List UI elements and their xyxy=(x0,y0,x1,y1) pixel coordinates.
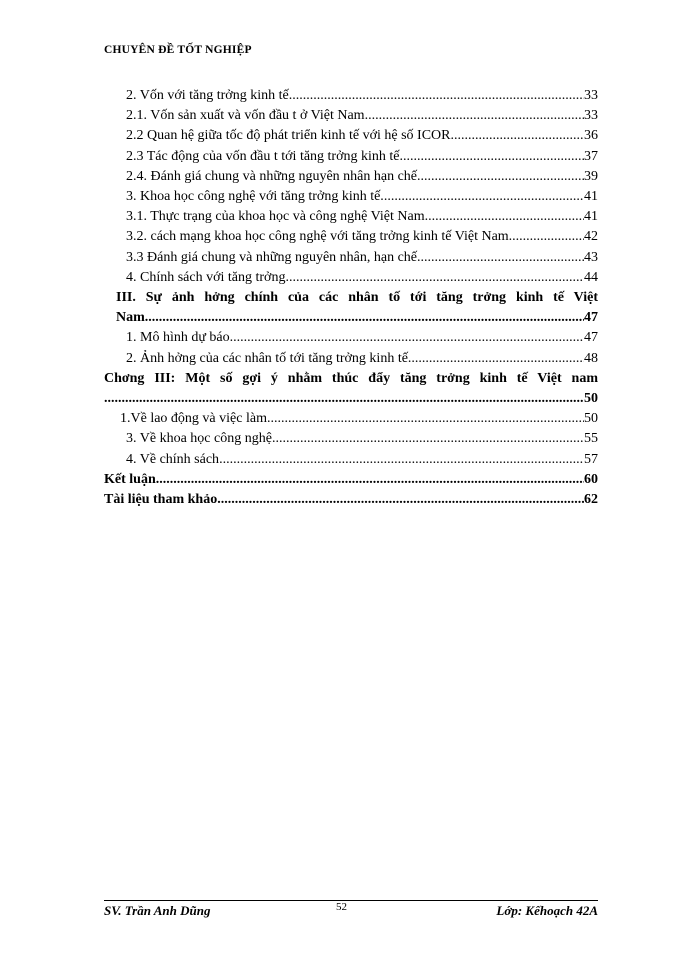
toc-dot-leader xyxy=(365,106,584,126)
toc-entry-label: 2. Ảnh hởng của các nhân tố tới tăng trởng kinh tế xyxy=(126,350,408,366)
toc-entry-label: 1.Về lao động và việc làm xyxy=(120,411,267,427)
toc-entry-label: III. Sự ảnh hởng chính của các nhân tố tới tăng trởng kinh tế Việt xyxy=(116,290,598,306)
toc-dot-leader xyxy=(428,207,584,227)
footer-divider xyxy=(104,900,598,901)
toc-page-number: 62 xyxy=(584,492,598,508)
toc-entry-label: 2.2 Quan hệ giữa tốc độ phát triển kinh tế với hệ số ICOR xyxy=(126,128,451,144)
toc-dot-leader xyxy=(384,187,584,207)
toc-dot-leader xyxy=(230,328,584,348)
toc-dot-leader xyxy=(400,147,585,167)
toc-dot-leader xyxy=(417,248,584,268)
toc-page-number: 37 xyxy=(584,148,598,164)
toc-dot-leader xyxy=(292,86,584,106)
toc-entry[interactable] xyxy=(104,389,598,409)
toc-page-number: 42 xyxy=(584,229,598,245)
toc-entry[interactable] xyxy=(104,167,598,187)
page-header: CHUYÊN ĐỀ TỐT NGHIỆP xyxy=(104,44,252,56)
toc-entry[interactable] xyxy=(104,308,598,328)
toc-entry[interactable] xyxy=(104,429,598,449)
toc-entry[interactable] xyxy=(104,126,598,146)
toc-entry[interactable] xyxy=(104,248,598,268)
toc-dot-leader xyxy=(421,167,584,187)
toc-entry[interactable] xyxy=(104,409,598,429)
toc-dot-leader xyxy=(217,490,584,510)
footer-class: Lớp: Kếhoạch 42A xyxy=(496,903,598,918)
toc-entry-line xyxy=(104,369,598,389)
toc-entry-label: 3. Khoa học công nghệ với tăng trởng kinh tế. xyxy=(126,189,384,205)
toc-entry-label: Kết luận xyxy=(104,471,156,487)
toc-entry[interactable] xyxy=(104,207,598,227)
toc-dot-leader xyxy=(408,349,584,369)
toc-entry-label: Tài liệu tham khảo xyxy=(104,492,218,508)
toc-page-number: 47 xyxy=(584,310,598,326)
toc-dot-leader xyxy=(285,268,584,288)
toc-page-number: 50 xyxy=(584,391,598,407)
toc-page-number: 33 xyxy=(584,88,598,103)
toc-page-number: 55 xyxy=(584,431,598,447)
table-of-contents xyxy=(104,86,598,510)
toc-dot-leader xyxy=(219,450,584,470)
toc-dot-leader xyxy=(512,227,584,247)
toc-dot-leader xyxy=(104,389,584,409)
toc-entry[interactable] xyxy=(104,147,598,167)
toc-page-number: 41 xyxy=(584,209,598,225)
toc-entry-label: 4. Chính sách với tăng trởng xyxy=(126,269,286,285)
toc-page-number: 44 xyxy=(584,269,598,285)
toc-page-number: 60 xyxy=(584,471,598,487)
toc-entry[interactable] xyxy=(104,106,598,126)
toc-entry-label: 1. Mô hình dự báo xyxy=(126,330,230,346)
toc-entry-label: 3. Về khoa học công nghệ xyxy=(126,431,272,447)
toc-entry-label: 4. Về chính sách xyxy=(126,451,220,467)
toc-entry[interactable] xyxy=(104,268,598,288)
toc-entry-label: 3.1. Thực trạng của khoa học và công nghệ Việt Nam. xyxy=(126,209,429,225)
toc-entry-label: 2.4. Đánh giá chung và những nguyên nhân hạn chế. xyxy=(126,168,421,184)
toc-entry-label: 2.3 Tác động của vốn đầu t tới tăng trởng kinh tế xyxy=(126,148,400,164)
toc-page-number: 43 xyxy=(584,249,598,265)
toc-entry[interactable] xyxy=(104,328,598,348)
toc-dot-leader xyxy=(267,409,584,429)
toc-entry[interactable] xyxy=(104,450,598,470)
toc-page-number: 50 xyxy=(584,411,598,427)
toc-dot-leader xyxy=(451,126,585,146)
toc-page-number: 48 xyxy=(584,350,598,366)
footer-page-number: 52 xyxy=(336,901,347,913)
toc-page-number: 47 xyxy=(584,330,598,346)
toc-dot-leader xyxy=(156,470,584,490)
footer-author: SV. Trần Anh Dũng xyxy=(104,903,211,918)
toc-entry-label-continued: Nam xyxy=(116,310,145,326)
toc-entry-label: 2.1. Vốn sản xuất và vốn đầu t ở Việt Nam xyxy=(126,108,365,124)
toc-page-number: 33 xyxy=(584,108,598,124)
toc-entry-label: Chơng III: Một số gợi ý nhằm thúc đẩy tăng trởng kinh tế Việt nam xyxy=(104,370,598,386)
toc-dot-leader xyxy=(272,429,584,449)
toc-dot-leader xyxy=(145,308,584,328)
toc-entry[interactable] xyxy=(104,490,598,510)
toc-entry[interactable] xyxy=(104,187,598,207)
toc-entry-label: 3.3 Đánh giá chung và những nguyên nhân, hạn chế xyxy=(126,249,418,265)
toc-entry[interactable] xyxy=(104,86,598,106)
toc-entry-line xyxy=(104,288,598,308)
toc-page-number: 57 xyxy=(584,451,598,467)
toc-entry[interactable] xyxy=(104,470,598,490)
toc-entry-label: 2. Vốn với tăng trởng kinh tế. xyxy=(126,88,293,103)
toc-entry[interactable] xyxy=(104,349,598,369)
toc-entry[interactable] xyxy=(104,227,598,247)
toc-page-number: 36 xyxy=(584,128,598,144)
toc-page-number: 39 xyxy=(584,168,598,184)
toc-page-number: 41 xyxy=(584,189,598,205)
toc-entry-label: 3.2. cách mạng khoa học công nghệ với tăng trởng kinh tế Việt Nam. xyxy=(126,229,513,245)
